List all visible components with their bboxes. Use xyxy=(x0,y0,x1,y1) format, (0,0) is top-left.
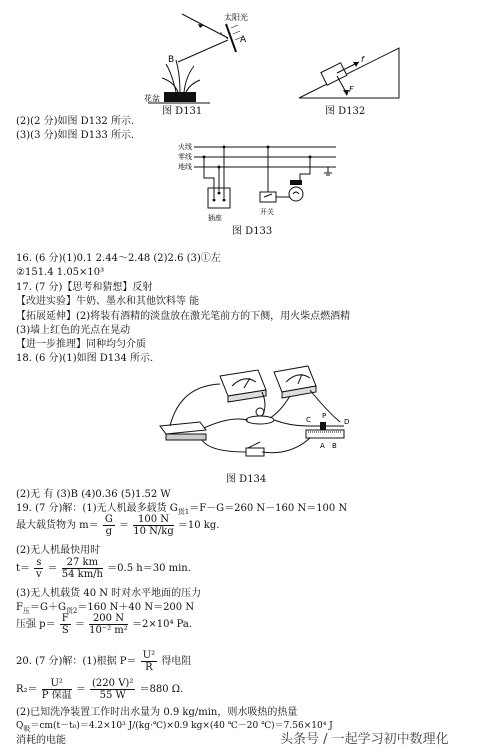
answer-line: 【进一步推理】同种均匀介质 xyxy=(16,339,146,350)
caption-d132: 图 D132 xyxy=(325,106,366,117)
reflected-ray xyxy=(178,40,228,62)
svg-text:开关: 开关 xyxy=(260,208,274,216)
svg-text:A: A xyxy=(320,442,325,450)
svg-text:B: B xyxy=(168,55,175,65)
svg-text:太阳光: 太阳光 xyxy=(224,13,248,22)
answer-line: (3)无人机载货 40 N 时对水平地面的压力 xyxy=(16,588,202,599)
answer-line: (2)已知洗净装置工作时出水量为 0.9 kg/min，则水吸热的热量 xyxy=(16,707,298,718)
answer-line: 【拓展延伸】(2)将装有酒精的淡盘放在激光笔前方的下侧，用火柴点燃酒精 xyxy=(16,311,351,322)
experiment-circuit-diagram xyxy=(150,356,360,472)
svg-text:C: C xyxy=(306,416,311,424)
switch xyxy=(260,192,276,202)
formula-line: t＝ $\frac{s}{v}$ ＝ $\frac{27 km}{54 km/h}$ ＝0.5 h＝30 min. xyxy=(16,557,191,580)
figure-d132 xyxy=(295,40,405,102)
switch-icon xyxy=(246,442,264,456)
sun-ray xyxy=(182,14,228,38)
svg-text:P: P xyxy=(322,412,327,420)
answer-line: 19. (7 分)解：(1)无人机最多载货 $G_{货1}=F-G=260$ N－160 N＝100 N xyxy=(16,503,348,516)
svg-text:B: B xyxy=(332,442,337,450)
formula-line: $Q_吸=cm(t-t_0)=4.2\times 10^3$ J/(kg·℃)×0.9 kg×(40 ℃－20 ℃)＝7.56×10⁴ J xyxy=(16,721,333,733)
svg-text:火线: 火线 xyxy=(178,143,192,151)
answer-line: 16. (6 分)(1)0.1 2.44～2.48 (2)2.6 (3)①左 xyxy=(16,253,221,264)
answer-line: 18. (6 分)(1)如图 D134 所示. xyxy=(16,353,154,364)
figure-d131 xyxy=(128,2,258,114)
caption-d134: 图 D134 xyxy=(226,474,267,485)
svg-text:地线: 地线 xyxy=(178,163,192,171)
caption-d131: 图 D131 xyxy=(162,106,203,117)
answer-line: 消耗的电能 xyxy=(16,735,66,746)
household-circuit-diagram xyxy=(178,140,343,228)
figure-d134 xyxy=(150,356,360,472)
formula-line: R₂＝ $\frac{\text{U²}}{\text{P 保温}}$ ＝ $\frac{\text{(220 V)²}}{55 W}$ ＝880 Ω. xyxy=(16,678,184,701)
bulb-icon xyxy=(246,408,274,424)
svg-text:花盆: 花盆 xyxy=(144,94,160,103)
svg-text:零线: 零线 xyxy=(178,153,192,161)
svg-text:A: A xyxy=(240,35,247,45)
answer-line: (2)(2 分)如图 D132 所示. xyxy=(16,116,135,127)
rheostat-icon xyxy=(306,422,344,438)
figure-d133 xyxy=(178,140,343,228)
flower-pot xyxy=(164,92,196,102)
caption-d133: 图 D133 xyxy=(232,226,273,237)
sunlight-mirror-diagram xyxy=(128,2,258,114)
svg-text:F: F xyxy=(349,85,354,94)
formula-line: 压强 p＝ $\frac{F}{S}$ ＝ $\frac{200 N}{\text{10⁻² m²}}$ ＝2×10⁴ Pa. xyxy=(16,613,193,636)
answer-line: ②151.4 1.05×10³ xyxy=(16,267,105,278)
answer-line: (2)无人机最快用时 xyxy=(16,545,101,556)
answer-line: 【改进实验】牛奶、墨水和其他饮料等 能 xyxy=(16,296,200,307)
answer-line: (3)墙上红色的光点在晃动 xyxy=(16,325,131,336)
incline-diagram xyxy=(295,40,405,102)
svg-text:插座: 插座 xyxy=(208,214,222,222)
battery-box xyxy=(160,422,206,440)
svg-text:f: f xyxy=(361,55,364,64)
answer-line: 17. (7 分)【思考和猜想】反射 xyxy=(16,282,153,293)
svg-text:D: D xyxy=(344,418,350,426)
answer-line: (3)(3 分)如图 D133 所示. xyxy=(16,130,135,141)
formula-line: 20. (7 分)解：(1)根据 P＝ $\frac{\text{U²}}{R}$ 得电阻 xyxy=(16,650,192,673)
watermark: 头条号 / 一起学习初中数理化 xyxy=(280,732,449,747)
lamp-icon xyxy=(289,187,303,201)
answer-line: (2)无 有 (3)B (4)0.36 (5)1.52 W xyxy=(16,489,171,500)
voltmeter-icon xyxy=(274,366,316,398)
ammeter-icon xyxy=(220,370,266,402)
formula-line: $F_压=G+G_{货2}=160$ N＋40 N＝200 N xyxy=(16,602,195,615)
formula-line: 最大载货物为 m＝ $\frac{G}{g}$ ＝ $\frac{100 N}{10 N/kg}$ ＝10 kg. xyxy=(16,514,220,537)
